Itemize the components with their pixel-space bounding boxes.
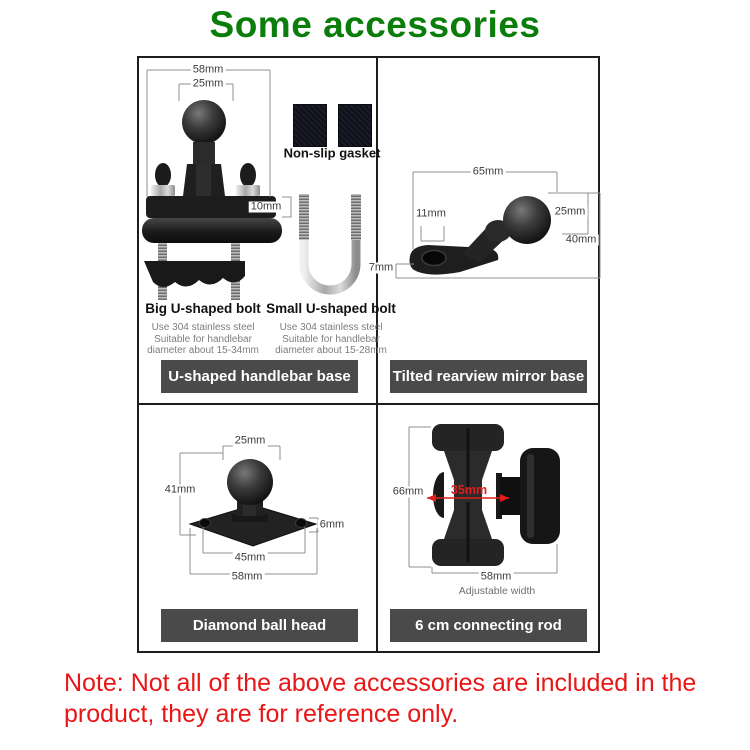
big-bolt-title: Big U-shaped bolt — [145, 301, 261, 316]
dim-tl-bar: 10mm — [250, 200, 282, 213]
dim-bl-height: 41mm — [164, 483, 196, 496]
dim-bl-hole: 6mm — [319, 518, 345, 531]
page-title: Some accessories — [209, 4, 541, 45]
dim-tr-height: 40mm — [565, 233, 597, 246]
small-bolt-description: Use 304 stainless steel Suitable for handlebar diameter about 15-28mm — [275, 322, 387, 356]
panel-label-6cm-connecting-rod: 6 cm connecting rod — [390, 609, 587, 642]
dim-tr-thickness: 7mm — [368, 261, 394, 274]
dim-tl-width: 58mm — [192, 63, 224, 76]
small-bolt-title: Small U-shaped bolt — [266, 301, 396, 316]
dim-tr-ball: 25mm — [554, 205, 586, 218]
panel-label-u-shaped-handlebar-base: U-shaped handlebar base — [161, 360, 358, 393]
panel-label-tilted-rearview-mirror-base: Tilted rearview mirror base — [390, 360, 587, 393]
dim-br-width: 58mm — [480, 570, 512, 583]
dim-tr-hole: 11mm — [416, 207, 446, 220]
gasket-label: Non-slip gasket — [283, 145, 381, 161]
big-bolt-description: Use 304 stainless steel Suitable for handlebar diameter about 15-34mm — [147, 322, 259, 356]
dim-tr-width: 65mm — [472, 165, 504, 178]
dim-bl-ball: 25mm — [234, 434, 266, 447]
dim-br-height: 66mm — [392, 485, 424, 498]
dim-bl-spacing: 45mm — [234, 551, 266, 564]
dim-br-socket: 35mm — [450, 482, 488, 497]
dim-tl-ball: 25mm — [192, 77, 224, 90]
disclaimer-note: Note: Not all of the above accessories are included in the product, they are for reference only. — [64, 669, 697, 728]
dim-bl-width: 58mm — [231, 570, 263, 583]
dim-br-adjustable-width: Adjustable width — [458, 584, 536, 597]
panel-label-diamond-ball-head: Diamond ball head — [161, 609, 358, 642]
